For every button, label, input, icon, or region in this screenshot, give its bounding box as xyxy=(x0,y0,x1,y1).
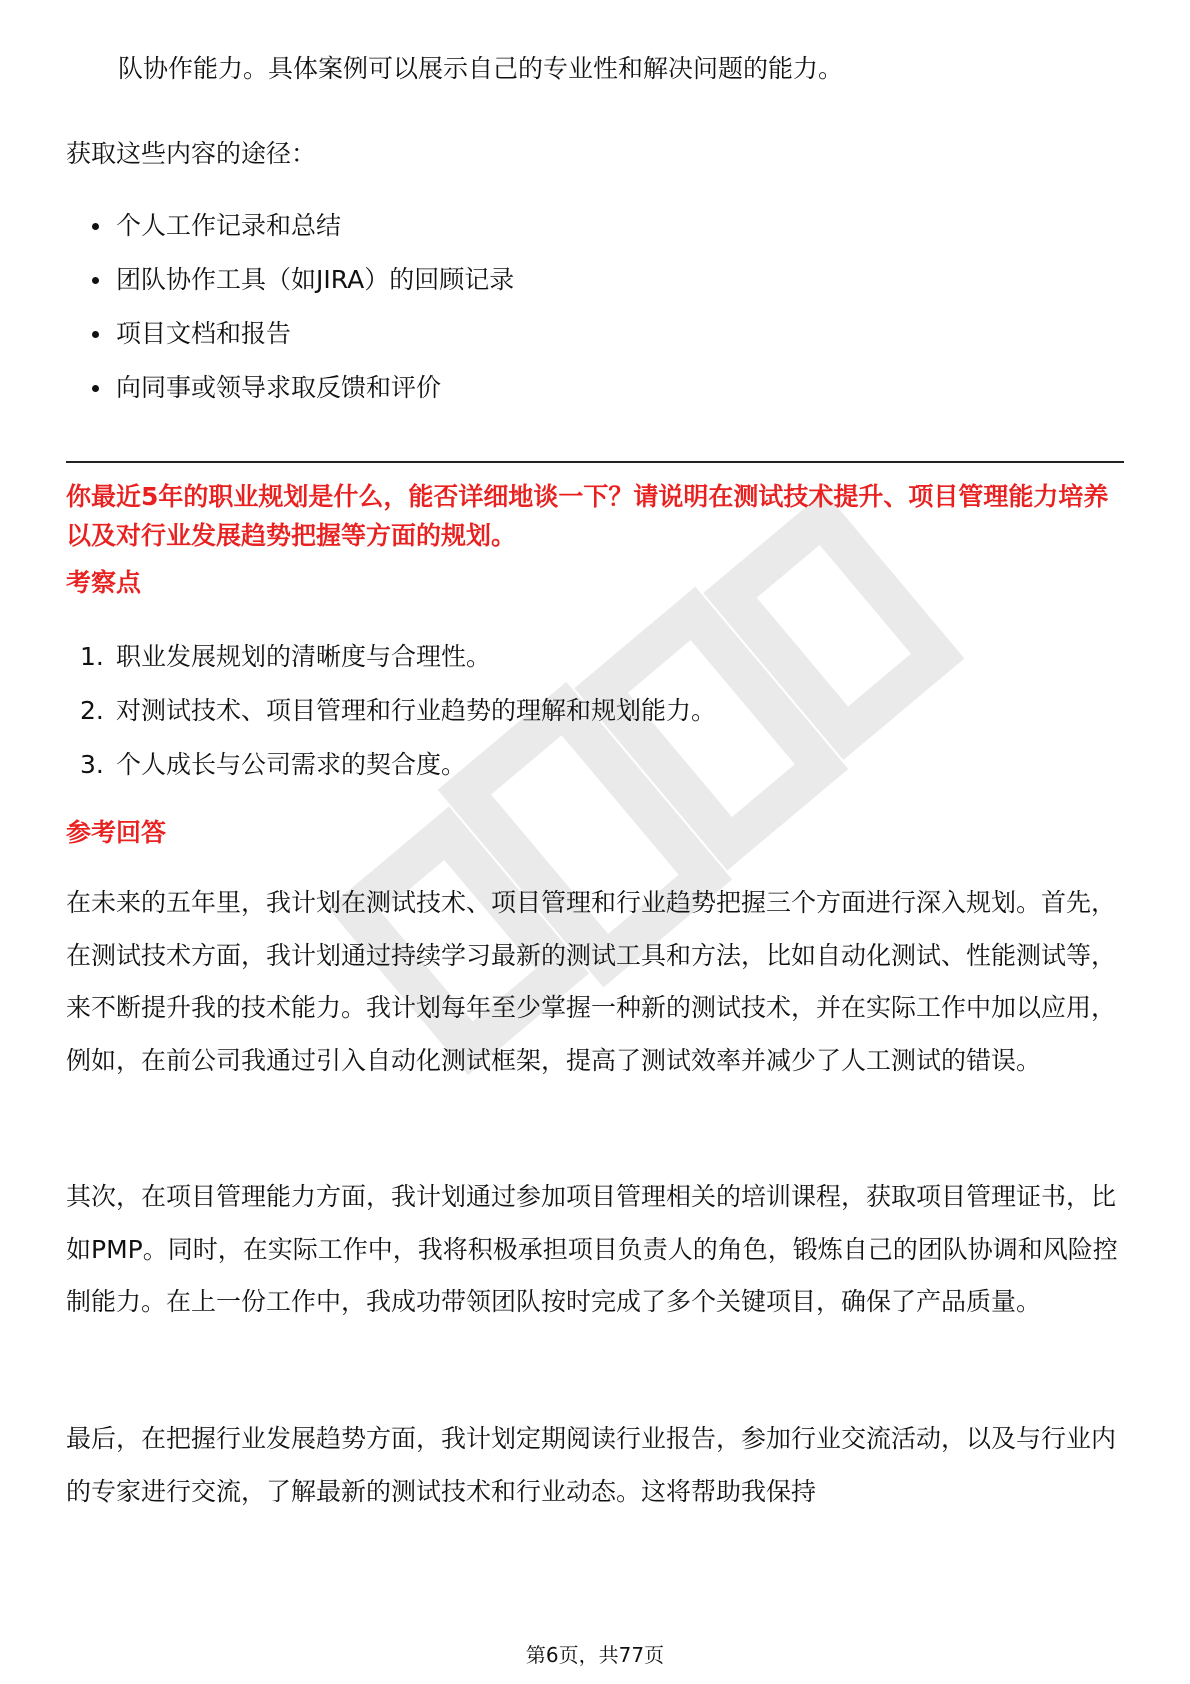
list-item: 项目文档和报告 xyxy=(66,307,514,361)
bullet-icon xyxy=(92,385,99,392)
list-item: 1. 职业发展规划的清晰度与合理性。 xyxy=(66,630,716,684)
list-item: 3. 个人成长与公司需求的契合度。 xyxy=(66,738,716,792)
section-divider xyxy=(66,461,1124,463)
question-heading: 你最近5年的职业规划是什么，能否详细地谈一下？请说明在测试技术提升、项目管理能力培养以及对行业发展趋势把握等方面的规划。 xyxy=(66,482,1109,550)
answer-paragraph: 其次，在项目管理能力方面，我计划通过参加项目管理相关的培训课程，获取项目管理证书，比如PMP。同时，在实际工作中，我将积极承担项目负责人的角色，锻炼自己的团队协调和风险控制能力。在上一份工作中，我成功带领团队按时完成了多个关键项目，确保了产品质量。 xyxy=(66,1182,1118,1316)
answer-paragraph: 在未来的五年里，我计划在测试技术、项目管理和行业趋势把握三个方面进行深入规划。首先，在测试技术方面，我计划通过持续学习最新的测试工具和方法，比如自动化测试、性能测试等，来不断提升我的技术能力。我计划每年至少掌握一种新的测试技术，并在实际工作中加以应用，例如，在前公司我通过引入自动化测试框架，提高了测试效率并减少了人工测试的错误。 xyxy=(66,888,1117,1075)
bullet-icon xyxy=(92,277,99,284)
list-item: 团队协作工具（如JIRA）的回顾记录 xyxy=(66,253,514,307)
sources-heading: 获取这些内容的途径： xyxy=(66,139,317,168)
page-footer: 第6页，共77页 xyxy=(525,1643,665,1667)
list-item: 2. 对测试技术、项目管理和行业趋势的理解和规划能力。 xyxy=(66,684,716,738)
list-item: 个人工作记录和总结 xyxy=(66,199,514,253)
bullet-icon xyxy=(92,223,99,230)
answer-heading: 参考回答 xyxy=(66,818,167,847)
answer-paragraph: 最后，在把握行业发展趋势方面，我计划定期阅读行业报告，参加行业交流活动，以及与行业内的专家进行交流，了解最新的测试技术和行业动态。这将帮助我保持 xyxy=(66,1424,1117,1506)
assessment-list xyxy=(66,630,716,792)
list-number: 1. xyxy=(80,642,104,671)
list-number: 3. xyxy=(80,750,104,779)
list-number: 2. xyxy=(80,696,104,725)
list-item: 向同事或领导求取反馈和评价 xyxy=(66,361,514,415)
intro-tail-text: 队协作能力。具体案例可以展示自己的专业性和解决问题的能力。 xyxy=(118,54,844,83)
assessment-heading: 考察点 xyxy=(66,568,142,597)
sources-list xyxy=(66,199,514,415)
bullet-icon xyxy=(92,331,99,338)
